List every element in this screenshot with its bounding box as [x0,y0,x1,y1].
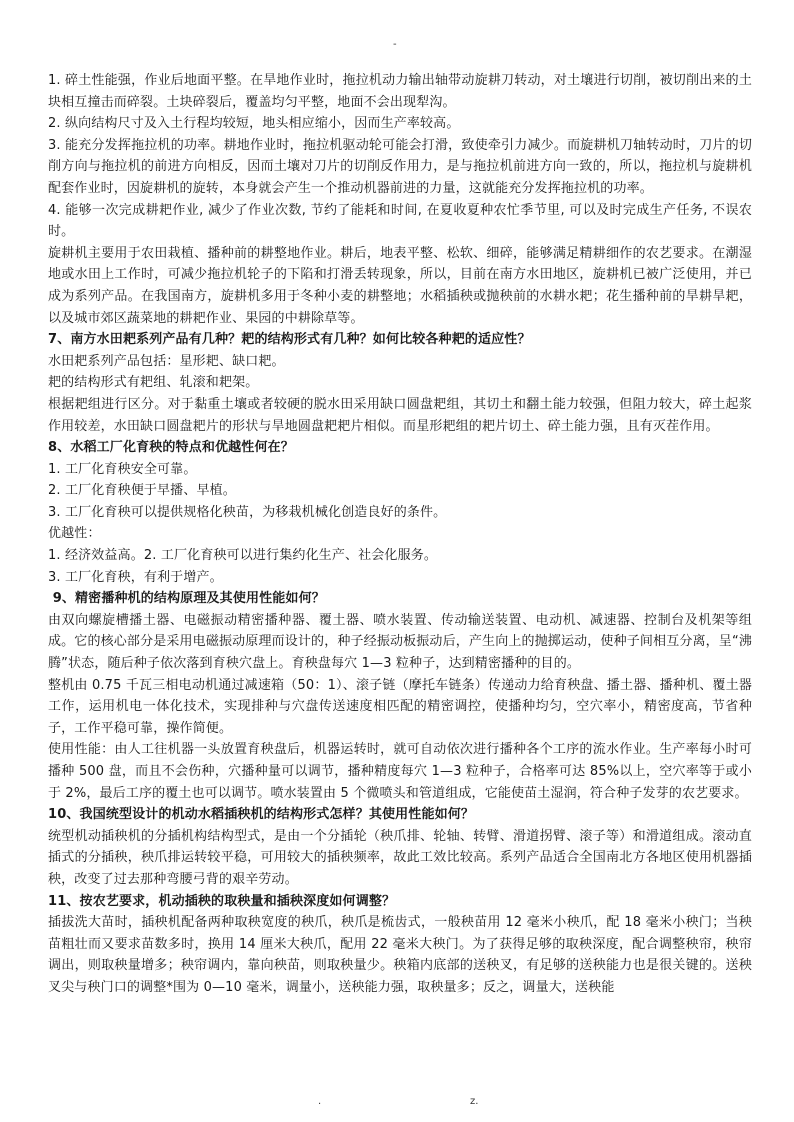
footer-mark-left: . [318,1096,322,1107]
section-heading-10: 10、我国统型设计的机动水稻插秧机的结构形式怎样？其使用性能如何？ [48,807,475,823]
paragraph: 根据耙组进行区分。对于黏重土壤或者较硬的脱水田采用缺口圆盘耙组，其切土和翻土能力较强，但阻力较大，碎土起浆作用较差，水田缺口圆盘耙片的形状与旱地圆盘耙耙片相似。而星形耙组的耙片切土、碎土能力强，且有灭茬作用。 [48,396,752,434]
section-heading-9: 9、精密播种机的结构原理及其使用性能如何？ [48,591,325,607]
list-item: 3. 工厂化育秧，有利于增产。 [48,569,223,585]
paragraph: 耙的结构形式有耙组、轧滚和耙架。 [48,375,259,391]
document-body [48,70,752,999]
paragraph: 优越性： [48,526,101,542]
list-item: 1. 经济效益高。2. 工厂化育秧可以进行集约化生产、社会化服务。 [48,548,438,564]
paragraph: 3. 能充分发挥拖拉机的功率。耕地作业时，拖拉机驱动轮可能会打滑，致使牵引力减少。而旋耕机刀轴转动时，刀片的切削方向与拖拉机的前进方向相反，因而土壤对刀片的切削反作用力，是与拖拉机前进方向一致的，所以，拖拉机与旋耕机配套作业时，因旋耕机的旋转，本身就会产生一个推动机器前进的力量，这就能充分发挥拖拉机的功率。 [48,137,752,196]
paragraph: 统型机动插秧机的分插机构结构型式，是由一个分插轮（秧爪排、轮轴、转臂、滑道拐臂、滚子等）和滑道组成。滚动直插式的分插秧，秧爪排运转较平稳，可用较大的插秧频率，故此工效比较高。系列产品适合全国南北方各地区使用机器插秧，改变了过去那种弯腰弓背的艰辛劳动。 [48,828,752,887]
paragraph: 1. 碎土性能强，作业后地面平整。在旱地作业时，拖拉机动力输出轴带动旋耕刀转动，对土壤进行切削，被切削出来的土块相互撞击而碎裂。土块碎裂后，覆盖均匀平整，地面不会出现犁沟。 [48,73,752,110]
paragraph: 插拔洗大苗时，插秧机配备两种取秧宽度的秧爪，秧爪是梳齿式，一般秧苗用 12 毫米小秧爪，配 18 毫米小秧门；当秧苗粗壮而又要求苗数多时，换用 14 厘米大秧爪，配用 22 毫米大秧门。为了获得足够的取秧深度，配合调整秧帘，秧帘调出，则取秧量增多；秧帘调内，靠向秧苗，则取秧量少。秧箱内底部的送秧叉，有足够的送秧能力也是很关键的。送秧叉尖与秧门口的调整*围为 0—10 毫米，调量小，送秧能力强，取秧量多；反之，调量大，送秧能 [48,915,752,995]
header-mark: - [393,39,397,50]
paragraph: 使用性能：由人工往机器一头放置育秧盘后，机器运转时，就可自动依次进行播种各个工序的流水作业。生产率每小时可播种 500 盘，而且不会伤种，穴播种量可以调节，播种精度每穴 1—3 粒种子，合格率可达 85%以上，空穴率等于或小于 2%，最后工序的覆土也可以调节。喷水装置由 5 个微喷头和管道组成，它能使苗土湿润，符合种子发芽的农艺要求。 [48,742,752,801]
paragraph: 水田耙系列产品包括：星形耙、缺口耙。 [48,353,285,369]
section-heading-8: 8、水稻工厂化育秧的特点和优越性何在？ [48,440,294,456]
list-item: 3. 工厂化育秧可以提供规格化秧苗，为移栽机械化创造良好的条件。 [48,504,447,520]
section-heading-11: 11、按农艺要求，机动插秧的取秧量和插秧深度如何调整？ [48,893,396,909]
paragraph: 整机由 0.75 千瓦三相电动机通过减速箱（50：1）、滚子链（摩托车链条）传递动力给育秧盘、播土器、播种机、覆土器工作，运用机电一体化技术，实现排种与穴盘传送速度相匹配的精密调控，使播种均匀，空穴率小，精密度高，节省种子，工作平稳可靠，操作简便。 [48,677,752,736]
paragraph: 4. 能够一次完成耕耙作业, 减少了作业次数, 节约了能耗和时间, 在夏收夏种农忙季节里, 可以及时完成生产任务, 不误农时。 [48,202,752,240]
paragraph: 由双向螺旋槽播土器、电磁振动精密播种器、覆土器、喷水装置、传动输送装置、电动机、减速器、控制台及机架等组成。它的核心部分是采用电磁振动原理而设计的，种子经振动板振动后，产生向上的抛掷运动，使种子间相互分离，呈“沸腾”状态，随后种子依次落到育秧穴盘上。育秧盘每穴 1—3 粒种子，达到精密播种的目的。 [48,612,752,672]
footer-mark-right: z. [470,1096,479,1107]
list-item: 2. 工厂化育秧便于早播、早植。 [48,483,236,499]
paragraph: 旋耕机主要用于农田栽植、播种前的耕整地作业。耕后，地表平整、松软、细碎，能够满足精耕细作的农艺要求。在潮湿地或水田上工作时，可减少拖拉机轮子的下陷和打滑丢转现象，所以，目前在南方水田地区，旋耕机已被广泛使用，并已成为系列产品。在我国南方，旋耕机多用于冬种小麦的耕整地；水稻插秧或抛秧前的水耕水耙；花生播种前的旱耕旱耙，以及城市郊区蔬菜地的耕耙作业、果园的中耕除草等。 [48,245,752,326]
section-heading-7: 7、南方水田耙系列产品有几种？耙的结构形式有几种？如何比较各种耙的适应性？ [48,332,531,348]
list-item: 1. 工厂化育秧安全可靠。 [48,461,197,477]
paragraph: 2. 纵向结构尺寸及入土行程均较短，地头相应缩小，因而生产率较高。 [48,116,460,132]
